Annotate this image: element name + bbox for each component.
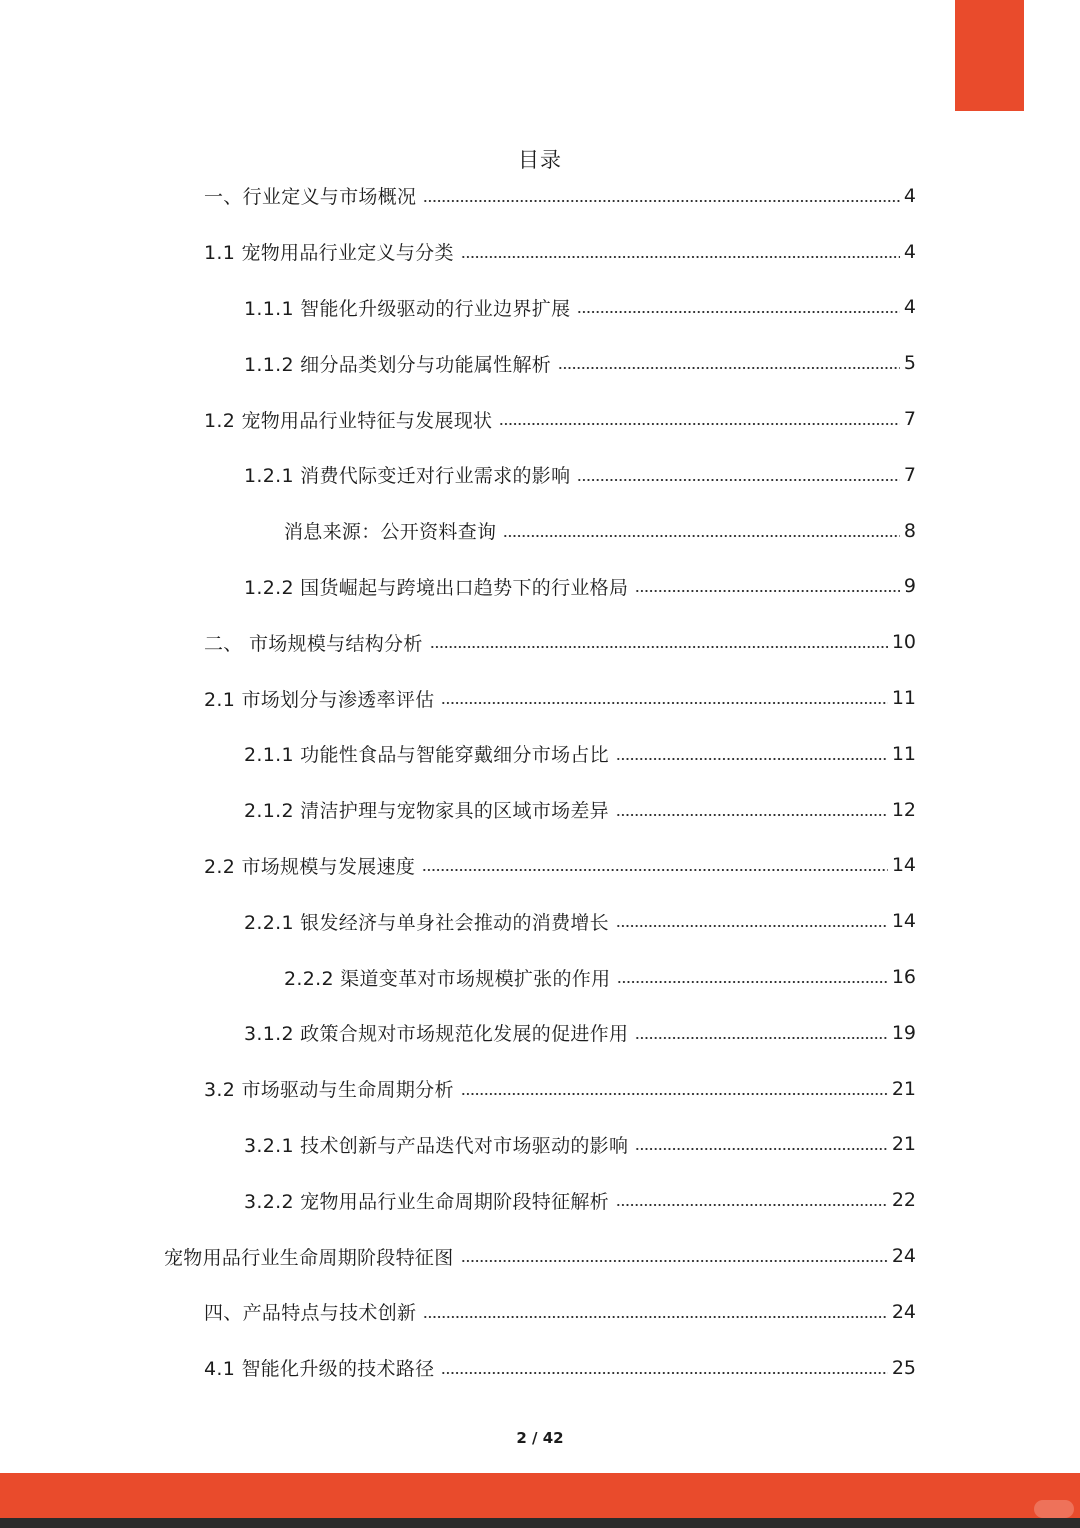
toc-entry-page: 24	[891, 1245, 916, 1268]
toc-entry-page: 21	[891, 1133, 916, 1156]
dot-leader	[616, 747, 888, 761]
dot-leader	[577, 300, 900, 314]
toc-entry[interactable]	[0, 1228, 1080, 1284]
toc-entry-page: 9	[903, 575, 916, 598]
dot-leader	[635, 1137, 888, 1151]
toc-entry-page: 16	[891, 966, 916, 989]
toc-entry[interactable]	[0, 224, 1080, 280]
toc-entry-page: 12	[891, 798, 916, 821]
toc-entry-page: 14	[891, 910, 916, 933]
dot-leader	[499, 412, 900, 426]
toc-entry[interactable]	[0, 670, 1080, 726]
toc-entry[interactable]	[0, 168, 1080, 224]
toc-entry[interactable]	[0, 1172, 1080, 1228]
toc-entry-title: 2.2.1 银发经济与单身社会推动的消费增长	[244, 911, 609, 934]
toc-entry-title: 2.2 市场规模与发展速度	[204, 855, 416, 878]
toc-entry-title: 1.1 宠物用品行业定义与分类	[204, 242, 454, 265]
dot-leader	[558, 356, 900, 370]
dot-leader	[616, 914, 888, 928]
dot-leader	[430, 635, 888, 649]
dot-leader	[461, 245, 900, 259]
dot-leader	[423, 189, 900, 203]
dot-leader	[616, 1193, 888, 1207]
toc-entry-title: 4.1 智能化升级的技术路径	[204, 1358, 435, 1381]
toc-entry-page: 8	[903, 519, 916, 542]
watermark-badge	[1034, 1500, 1074, 1518]
footer-accent-band	[0, 1473, 1080, 1518]
toc-entry-title: 3.2.1 技术创新与产品迭代对市场驱动的影响	[244, 1134, 629, 1157]
corner-accent-tab	[955, 0, 1024, 111]
toc-entry-page: 25	[891, 1356, 916, 1379]
dot-leader	[461, 1082, 888, 1096]
dot-leader	[503, 524, 900, 538]
toc-entry-page: 11	[891, 687, 916, 710]
toc-entry[interactable]	[0, 503, 1080, 559]
toc-entry-page: 14	[891, 854, 916, 877]
toc-entry[interactable]	[0, 893, 1080, 949]
toc-entry-title: 宠物用品行业生命周期阶段特征图	[164, 1246, 454, 1269]
page-title: 目录	[518, 148, 562, 172]
toc-entry-page: 7	[903, 408, 916, 431]
toc-entry[interactable]	[0, 391, 1080, 447]
toc-entry[interactable]	[0, 559, 1080, 615]
toc-entry-page: 7	[903, 463, 916, 486]
toc-entry-title: 3.2.2 宠物用品行业生命周期阶段特征解析	[244, 1190, 609, 1213]
dot-leader	[616, 803, 888, 817]
toc-entry-title: 1.2.2 国货崛起与跨境出口趋势下的行业格局	[244, 576, 629, 599]
toc-entry-page: 10	[891, 631, 916, 654]
toc-entry-title: 3.2 市场驱动与生命周期分析	[204, 1079, 454, 1102]
dot-leader	[635, 1026, 888, 1040]
toc-entry-page: 11	[891, 742, 916, 765]
toc-entry[interactable]	[0, 782, 1080, 838]
toc-entry[interactable]	[0, 726, 1080, 782]
toc-entry[interactable]	[0, 280, 1080, 336]
toc-entry-page: 5	[903, 352, 916, 375]
toc-entry-title: 1.2 宠物用品行业特征与发展现状	[204, 409, 493, 432]
toc-entry[interactable]	[0, 447, 1080, 503]
toc-entry[interactable]	[0, 838, 1080, 894]
page-number-footer: 2 / 42	[516, 1429, 564, 1447]
toc-entry-page: 4	[903, 296, 916, 319]
toc-entry[interactable]	[0, 1005, 1080, 1061]
toc-entry-title: 2.1.1 功能性食品与智能穿戴细分市场占比	[244, 744, 609, 767]
dot-leader	[423, 1305, 888, 1319]
toc-entry-title: 3.1.2 政策合规对市场规范化发展的促进作用	[244, 1023, 629, 1046]
toc-entry[interactable]	[0, 1117, 1080, 1173]
toc-entry[interactable]	[0, 614, 1080, 670]
dot-leader	[422, 858, 888, 872]
toc-entry-title: 1.2.1 消费代际变迁对行业需求的影响	[244, 465, 571, 488]
toc-entry-page: 19	[891, 1021, 916, 1044]
toc-entry-title: 2.1.2 清洁护理与宠物家具的区域市场差异	[244, 800, 609, 823]
toc-entry[interactable]	[0, 1061, 1080, 1117]
toc-entry[interactable]	[0, 335, 1080, 391]
toc-entry[interactable]	[0, 1284, 1080, 1340]
toc-entry-title: 消息来源：公开资料查询	[284, 521, 497, 544]
toc-entry-page: 4	[903, 240, 916, 263]
toc-entry-page: 21	[891, 1077, 916, 1100]
toc-entry[interactable]	[0, 1340, 1080, 1396]
toc-entry-page: 24	[891, 1300, 916, 1323]
dot-leader	[461, 1249, 888, 1263]
toc-entry[interactable]	[0, 949, 1080, 1005]
dot-leader	[617, 970, 887, 984]
toc-entry-title: 一、行业定义与市场概况	[204, 186, 417, 209]
dot-leader	[441, 691, 887, 705]
dot-leader	[577, 468, 900, 482]
toc-list	[0, 168, 1080, 1396]
toc-entry-title: 1.1.1 智能化升级驱动的行业边界扩展	[244, 297, 571, 320]
dot-leader	[441, 1361, 887, 1375]
toc-entry-title: 1.1.2 细分品类划分与功能属性解析	[244, 353, 552, 376]
toc-entry-title: 四、产品特点与技术创新	[204, 1302, 417, 1325]
toc-entry-page: 4	[903, 184, 916, 207]
toc-entry-page: 22	[891, 1189, 916, 1212]
toc-entry-title: 2.1 市场划分与渗透率评估	[204, 688, 435, 711]
toc-entry-title: 2.2.2 渠道变革对市场规模扩张的作用	[284, 967, 611, 990]
toc-entry-title: 二、 市场规模与结构分析	[204, 632, 423, 655]
footer-dark-strip	[0, 1518, 1080, 1528]
dot-leader	[635, 579, 900, 593]
